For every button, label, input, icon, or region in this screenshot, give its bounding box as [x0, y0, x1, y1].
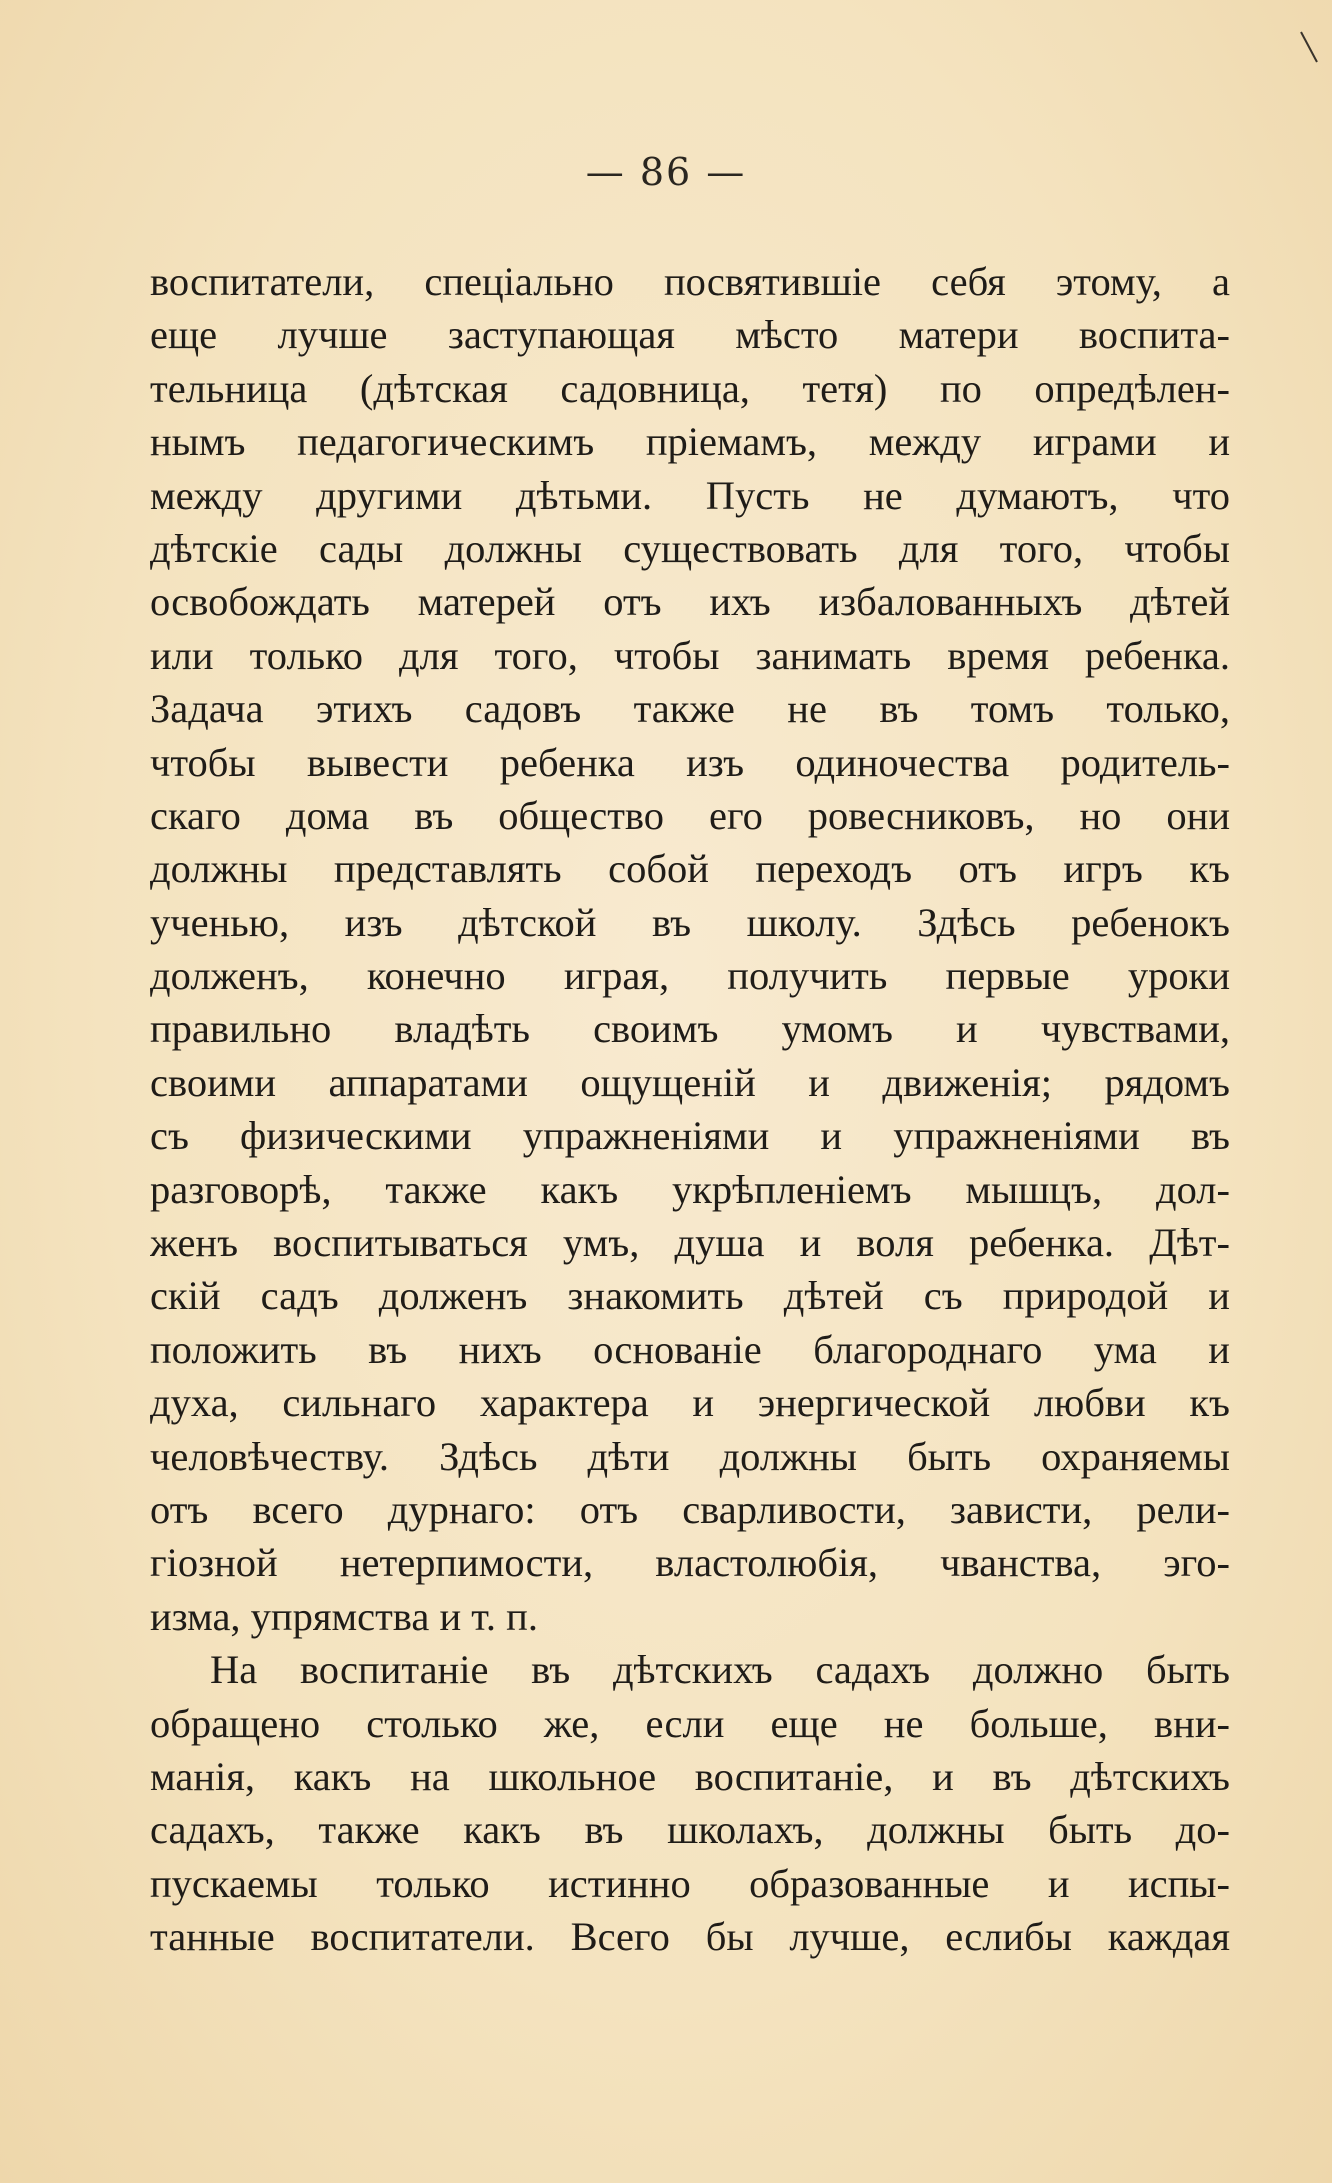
- text-line: обращено столько же, если еще не больше, вни-: [150, 1700, 1230, 1746]
- text-line: Задача этихъ садовъ также не въ томъ только,: [150, 686, 1230, 732]
- text-line: нымъ педагогическимъ пріемамъ, между играми и: [150, 419, 1230, 465]
- text-line: изма, упрямства и т. п.: [150, 1593, 538, 1639]
- text-line: или только для того, чтобы занимать время ребенка.: [150, 632, 1230, 678]
- text-line: гіозной нетерпимости, властолюбія, чванства, эго-: [150, 1540, 1230, 1586]
- text-line: дѣтскіе сады должны существовать для того, чтобы: [150, 525, 1230, 571]
- text-line: скаго дома въ общество его ровесниковъ, но они: [150, 792, 1230, 838]
- text-line: освобождать матерей отъ ихъ избалованныхъ дѣтей: [150, 579, 1230, 625]
- text-line: съ физическими упражненіями и упражненіями въ: [150, 1113, 1230, 1159]
- text-line: ученью, изъ дѣтской въ школу. Здѣсь ребенокъ: [150, 899, 1230, 945]
- text-line: чтобы вывести ребенка изъ одиночества родитель-: [150, 739, 1230, 785]
- text-line: женъ воспитываться умъ, душа и воля ребенка. Дѣт-: [150, 1220, 1230, 1266]
- text-line: положить въ нихъ основаніе благороднаго ума и: [150, 1326, 1230, 1372]
- text-line: манія, какъ на школьное воспитаніе, и въ дѣтскихъ: [150, 1753, 1230, 1799]
- text-line: отъ всего дурнаго: отъ сварливости, зависти, рели-: [150, 1486, 1230, 1532]
- text-line: На воспитаніе въ дѣтскихъ садахъ должно быть: [210, 1647, 1230, 1693]
- text-line: правильно владѣть своимъ умомъ и чувствами,: [150, 1006, 1230, 1052]
- text-line: долженъ, конечно играя, получить первые уроки: [150, 953, 1230, 999]
- paragraph-2: [150, 1643, 1230, 1963]
- text-line: садахъ, также какъ въ школахъ, должны быть до-: [150, 1807, 1230, 1853]
- page-number: — 86 —: [585, 150, 747, 194]
- text-line: танные воспитатели. Всего бы лучше, еслибы каждая: [150, 1914, 1230, 1960]
- text-line: своими аппаратами ощущеній и движенія; рядомъ: [150, 1059, 1230, 1105]
- text-line: тельница (дѣтская садовница, тетя) по опредѣлен-: [150, 365, 1230, 411]
- text-line: между другими дѣтьми. Пусть не думаютъ, что: [150, 472, 1230, 518]
- text-line: должны представлять собой переходъ отъ игръ къ: [150, 846, 1230, 892]
- margin-mark: [1300, 32, 1318, 63]
- body-text: [150, 255, 1230, 1964]
- text-line: духа, сильнаго характера и энергической любви къ: [150, 1380, 1230, 1426]
- text-line: скій садъ долженъ знакомить дѣтей съ природой и: [150, 1273, 1230, 1319]
- text-line: пускаемы только истинно образованные и испы-: [150, 1860, 1230, 1906]
- text-line: человѣчеству. Здѣсь дѣти должны быть охраняемы: [150, 1433, 1230, 1479]
- text-line: воспитатели, спеціально посвятившіе себя этому, а: [150, 259, 1230, 304]
- paragraph-1: [150, 255, 1230, 1643]
- text-line: разговорѣ, также какъ укрѣпленіемъ мышцъ, дол-: [150, 1166, 1230, 1212]
- text-line: еще лучше заступающая мѣсто матери воспита-: [150, 312, 1230, 358]
